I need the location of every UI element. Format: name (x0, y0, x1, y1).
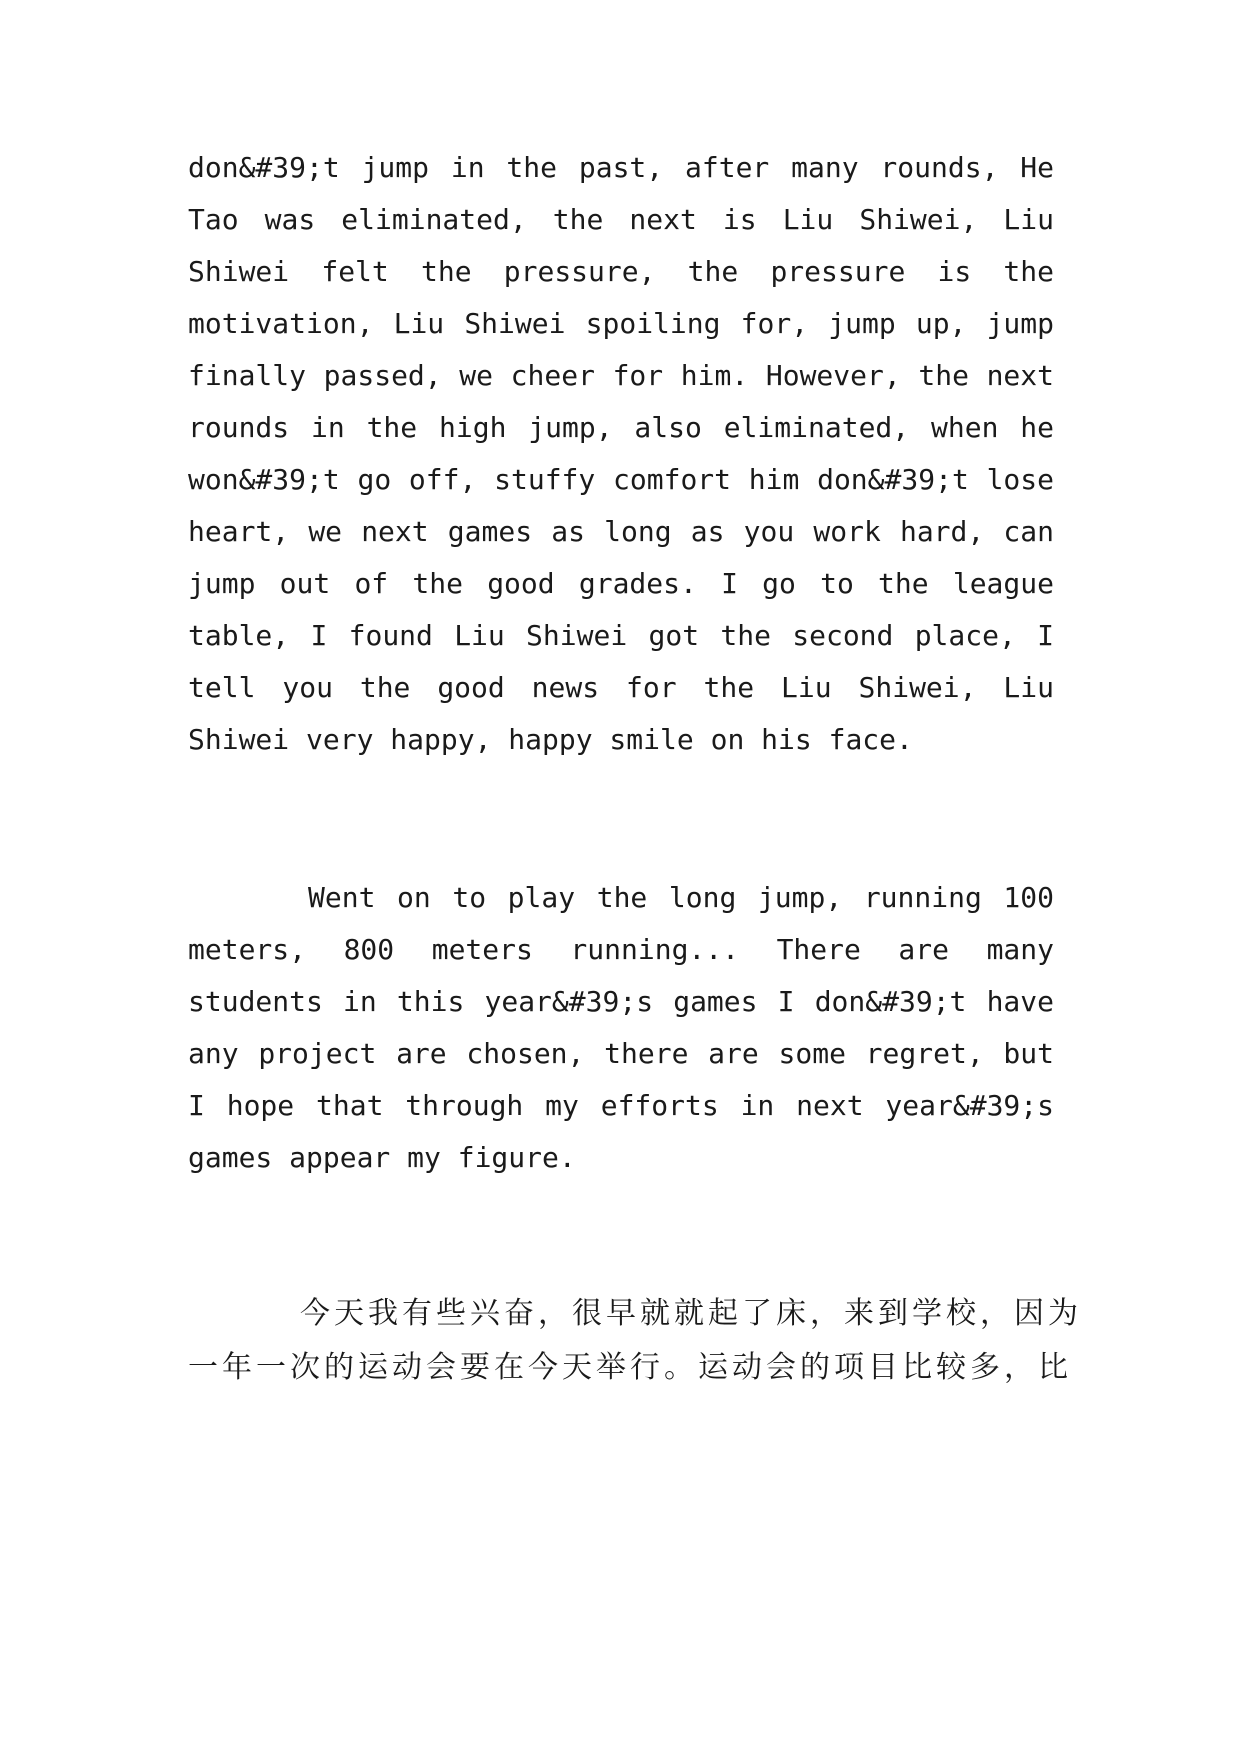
paragraph-3-line-2: 一年一次的运动会要在今天举行。运动会的项目比较多，比 (188, 1350, 1072, 1385)
paragraph-1-line-6: rounds in the high jump, also eliminated, when he (188, 411, 1054, 444)
paragraph-1-line-12: Shiwei very happy, happy smile on his face. (188, 723, 913, 756)
paragraph-1-line-1: don&#39;t jump in the past, after many rounds, He (188, 151, 1054, 184)
paragraph-1-line-4: motivation, Liu Shiwei spoiling for, jump up, jump (188, 307, 1054, 340)
paragraph-2-line-1: Went on to play the long jump, running 100 (308, 881, 1054, 914)
paragraph-1-line-3: Shiwei felt the pressure, the pressure is the (188, 255, 1054, 288)
paragraph-2-line-3: students in this year&#39;s games I don&#39;t have (188, 985, 1054, 1018)
paragraph-2-line-6: games appear my figure. (188, 1141, 576, 1174)
paragraph-1-line-5: finally passed, we cheer for him. However, the next (188, 359, 1054, 392)
paragraph-2-line-2: meters, 800 meters running... There are many (188, 933, 1054, 966)
paragraph-2-line-4: any project are chosen, there are some regret, but (188, 1037, 1054, 1070)
paragraph-1-line-9: jump out of the good grades. I go to the league (188, 567, 1054, 600)
paragraph-1-line-7: won&#39;t go off, stuffy comfort him don&#39;t lose (188, 463, 1054, 496)
paragraph-1-line-10: table, I found Liu Shiwei got the second place, I (188, 619, 1054, 652)
paragraph-2-line-5: I hope that through my efforts in next year&#39;s (188, 1089, 1054, 1122)
paragraph-1-line-2: Tao was eliminated, the next is Liu Shiwei, Liu (188, 203, 1054, 236)
paragraph-3-line-1: 今天我有些兴奋，很早就就起了床，来到学校，因为 (300, 1296, 1082, 1331)
paragraph-1-line-8: heart, we next games as long as you work hard, can (188, 515, 1054, 548)
paragraph-1-line-11: tell you the good news for the Liu Shiwei, Liu (188, 671, 1054, 704)
